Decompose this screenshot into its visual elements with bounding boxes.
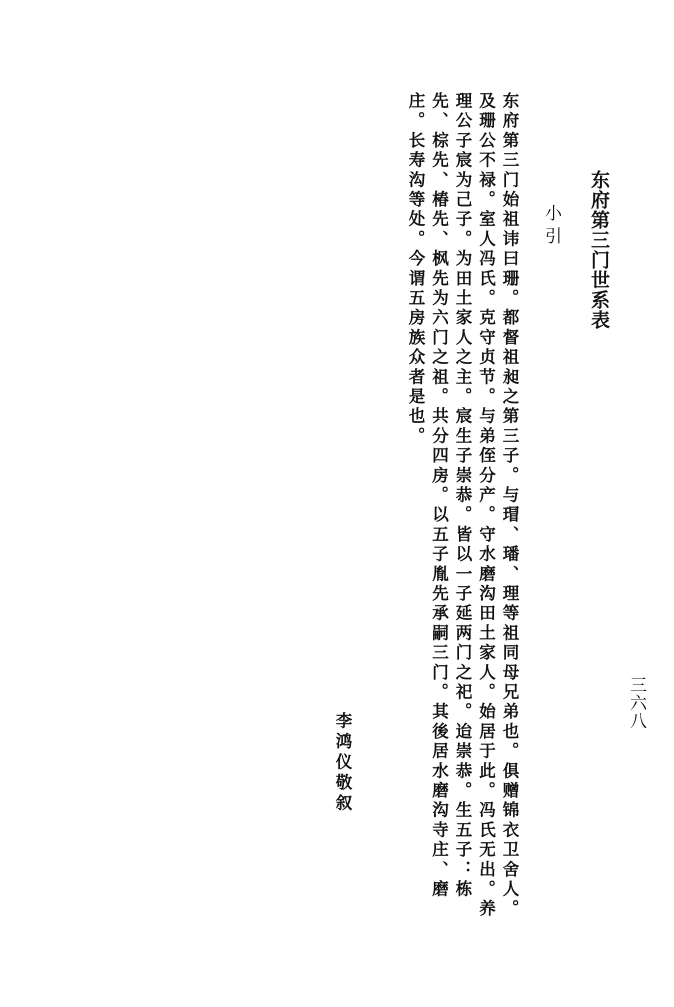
body-text: 东府第三门始祖讳曰珊。都督祖昶之第三子。与瑁、璠、理等祖同母兄弟也。俱赠锦衣卫舍人。及珊公不禄。室人冯氏。克守贞节。与弟侄分产。守水磨沟田土家人。始居于此。冯氏无出。养理公子宸为己子。为田土家人之主。宸生子崇恭。皆以一子延两门之祀。迨崇恭。生五子：栋先、棕先、椿先、枫先为六门之祖。共分四房。以五子胤先承嗣三门。其後居水磨沟寺庄、磨庄。长寿沟等处。今谓五房族众者是也。 — [406, 92, 519, 920]
page-number: 三六八 — [626, 676, 646, 730]
author-signature: 李鸿仪敬叙 — [333, 712, 352, 815]
page-title: 东府第三门世系表 — [588, 170, 610, 330]
section-subtitle: 小引 — [541, 204, 561, 250]
